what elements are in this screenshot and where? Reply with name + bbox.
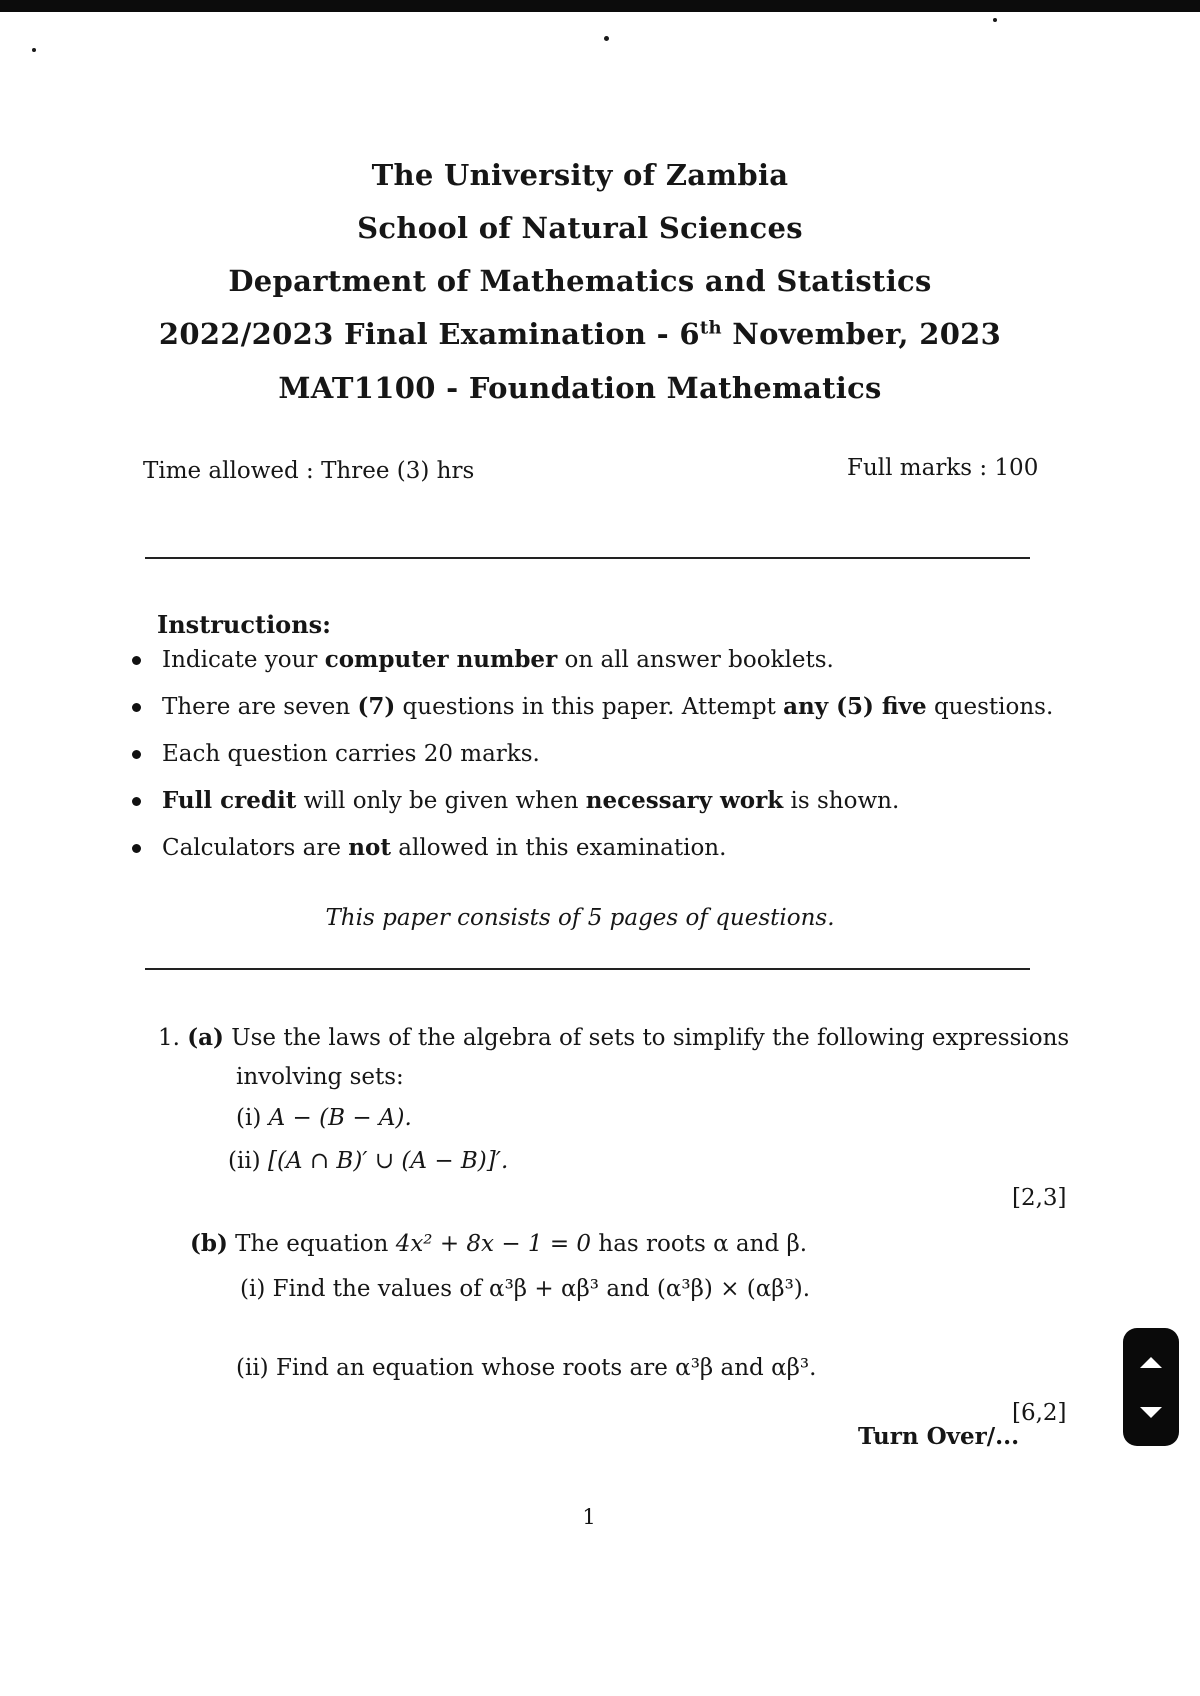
part-a-i [236,1105,412,1131]
scroll-up-button[interactable] [1123,1342,1179,1382]
instruction-bold: any (5) five [783,693,927,720]
question-1-text [158,1024,1069,1051]
part-b-ii-text: Find an equation whose roots are α³β and αβ³. [275,1355,817,1381]
part-a-text: Use the laws of the algebra of sets to simplify the following expressions [231,1025,1070,1051]
part-b-i [240,1276,810,1302]
top-dark-border [0,0,1200,12]
part-b-text [190,1230,807,1257]
instruction-item [130,781,1060,828]
part-b-ii [236,1355,816,1381]
triangle-up-icon [1140,1357,1162,1368]
instruction-text: Each question carries 20 marks. [162,741,540,767]
part-a-ii-expression: [(A ∩ B)′ ∪ (A − B)]′. [267,1148,509,1174]
part-a-label: (a) [187,1024,224,1051]
instruction-text: on all answer booklets. [557,647,834,673]
part-a-i-expression: A − (B − A). [268,1105,412,1131]
turn-over: Turn Over/... [858,1423,1020,1450]
instruction-text: Calculators are [162,835,349,861]
instruction-text: questions in this paper. Attempt [395,694,784,720]
part-a-ii [228,1148,508,1174]
instruction-text: There are seven [162,694,358,720]
divider-bottom [145,968,1030,970]
university-title: The University of Zambia [371,158,789,192]
instruction-text: allowed in this examination. [390,835,727,861]
time-allowed: Time allowed : Three (3) hrs [143,458,475,484]
page-number: 1 [582,1505,596,1529]
scan-speck [32,48,36,52]
instruction-text: will only be given when [296,788,586,814]
part-a-ii-label: (ii) [228,1148,261,1174]
scan-speck [604,36,609,41]
pages-note: This paper consists of 5 pages of questions. [325,905,835,931]
exam-title-pre: 2022/2023 Final Examination - 6 [158,317,700,351]
part-b-i-text: Find the values of α³β + αβ³ and (α³β) × (αβ³). [272,1276,811,1302]
part-b-equation: 4x² + 8x − 1 = 0 [395,1231,592,1257]
part-b-text-post: has roots α and β. [591,1231,808,1257]
part-b-marks: [6,2] [1012,1400,1067,1426]
exam-title-sup: th [699,317,722,339]
exam-title-post: November, 2023 [721,317,1002,351]
instruction-text: questions. [926,694,1054,720]
part-b-i-label: (i) [240,1276,266,1302]
instruction-item [130,687,1060,734]
instructions-title: Instructions: [157,610,332,639]
triangle-down-icon [1140,1407,1162,1418]
department-title: Department of Mathematics and Statistics [228,264,932,298]
instruction-text: Indicate your [162,647,325,673]
part-b-label: (b) [190,1230,228,1257]
part-a-text-cont: involving sets: [236,1064,404,1090]
part-b-ii-label: (ii) [236,1355,269,1381]
divider-top [145,557,1030,559]
part-a-i-label: (i) [236,1105,262,1131]
part-a-marks: [2,3] [1012,1185,1067,1211]
instruction-bold: Full credit [162,787,297,814]
instruction-text: is shown. [783,788,900,814]
scroll-down-button[interactable] [1123,1392,1179,1432]
scan-speck [993,18,997,22]
instruction-item [130,734,1060,781]
instruction-item [130,828,1060,875]
exam-title [0,317,1160,351]
full-marks: Full marks : 100 [847,455,1039,481]
instructions-list [130,640,1060,875]
course-title: MAT1100 - Foundation Mathematics [278,371,882,405]
question-number: 1. [158,1025,180,1051]
part-b-text-pre: The equation [235,1231,396,1257]
instruction-bold: necessary work [585,787,784,814]
instruction-item [130,640,1060,687]
school-title: School of Natural Sciences [357,211,803,245]
page-scroll-control[interactable] [1123,1328,1179,1446]
instruction-bold: computer number [324,646,558,673]
instruction-bold: not [348,834,391,861]
instruction-bold: (7) [357,693,396,720]
